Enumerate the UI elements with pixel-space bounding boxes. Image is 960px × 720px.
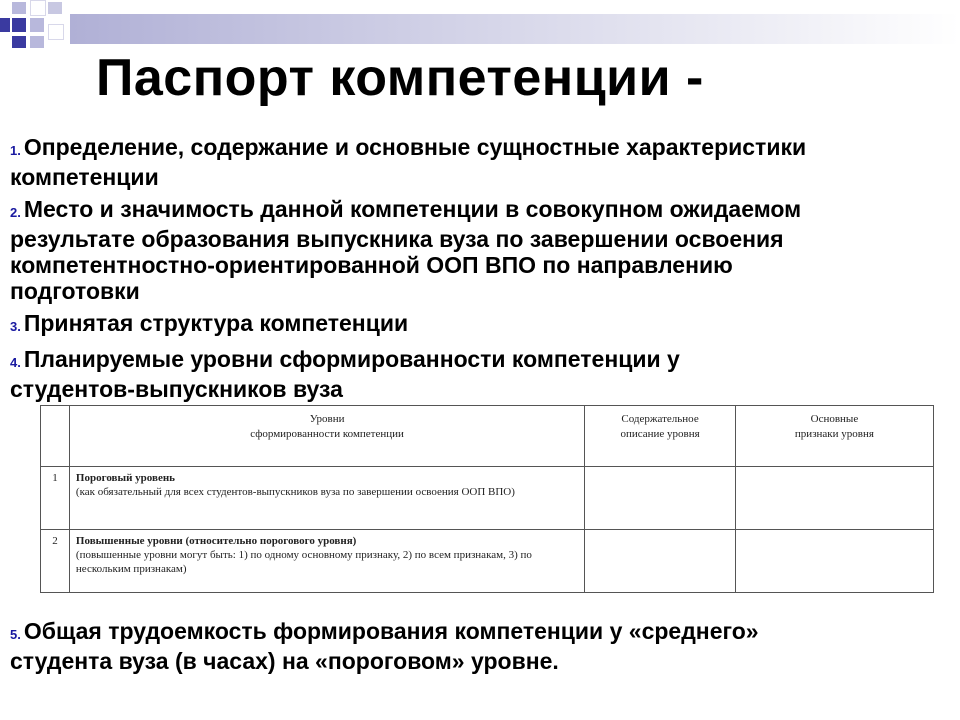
header-cell-levels <box>69 406 584 467</box>
header-signs-line1: Основные <box>810 413 859 425</box>
item-text: Принятая структура компетенции <box>23 310 409 336</box>
item-number: 1. <box>10 143 21 158</box>
deco-square <box>12 36 26 48</box>
deco-square <box>12 18 26 32</box>
level-content-cell <box>585 530 736 593</box>
item-number: 4. <box>10 355 21 370</box>
header-signs-line2: признаки уровня <box>794 428 874 440</box>
deco-square <box>30 18 44 32</box>
deco-square <box>48 24 64 40</box>
list-item <box>10 134 810 190</box>
item-text: Общая трудоемкость формирования компетенции у «среднего» студента вуза (в часах) на «пороговом» уровне. <box>10 618 759 674</box>
header-cell-number <box>41 406 70 467</box>
row-number: 2 <box>41 530 70 593</box>
item-text: Определение, содержание и основные сущностные характеристики компетенции <box>10 134 807 190</box>
header-gradient-band <box>70 14 960 44</box>
deco-square <box>30 36 44 48</box>
item-number: 2. <box>10 205 21 220</box>
level-name: Повышенные уровни (относительно порогового уровня) <box>75 535 357 547</box>
header-levels-line1: Уровни <box>309 413 345 425</box>
header-content-line2: описание уровня <box>620 428 700 440</box>
passport-items-list <box>10 134 810 408</box>
deco-square <box>48 2 62 14</box>
level-content-cell <box>585 467 736 530</box>
header-content-line1: Содержательное <box>621 413 699 425</box>
level-note: (как обязательный для всех студентов-выпускников вуза по завершении освоения ООП ВПО) <box>75 486 515 498</box>
list-item <box>10 618 830 674</box>
table-header-row <box>41 406 934 467</box>
item-number: 3. <box>10 319 21 334</box>
list-item <box>10 196 810 304</box>
table-row <box>41 530 934 593</box>
level-signs-cell <box>735 530 933 593</box>
slide-title: Паспорт компетенции - <box>96 49 704 107</box>
item-number: 5. <box>10 627 21 642</box>
competence-levels-table <box>40 405 934 593</box>
item-text: Место и значимость данной компетенции в совокупном ожидаемом результате образования выпускника вуза по завершении освоения компетентностно-ориентированной ООП ВПО по направлению подготовки <box>10 196 802 304</box>
level-name: Пороговый уровень <box>75 472 175 484</box>
header-levels-line2: сформированности компетенции <box>250 428 404 440</box>
level-cell <box>69 530 584 593</box>
deco-square <box>12 2 26 14</box>
level-cell <box>69 467 584 530</box>
list-item <box>10 310 810 340</box>
level-signs-cell <box>735 467 933 530</box>
row-number: 1 <box>41 467 70 530</box>
level-note: (повышенные уровни могут быть: 1) по одному основному признаку, 2) по всем признакам, 3) по нескольким признакам) <box>75 549 532 575</box>
header-cell-signs <box>735 406 933 467</box>
item-text: Планируемые уровни сформированности компетенции у студентов-выпускников вуза <box>10 346 680 402</box>
list-item <box>10 346 810 402</box>
header-cell-content <box>585 406 736 467</box>
table-row <box>41 467 934 530</box>
deco-square <box>0 18 10 32</box>
deco-square <box>30 0 46 16</box>
